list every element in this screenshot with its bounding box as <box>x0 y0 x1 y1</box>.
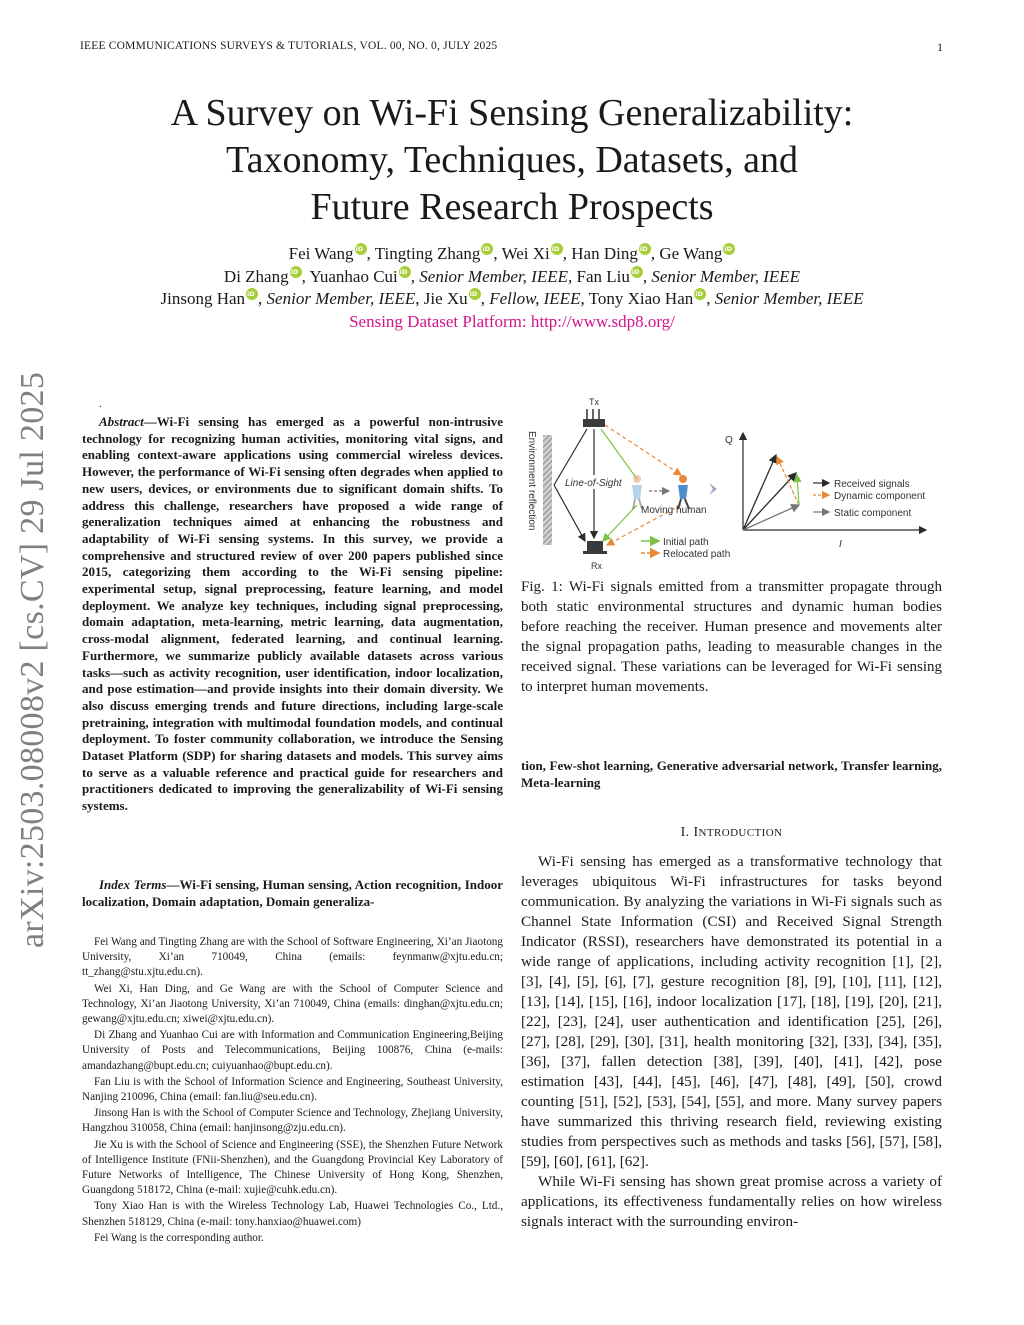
q-axis-label: Q <box>725 435 733 446</box>
footnote: Jinsong Han is with the School of Computer Science and Technology, Zhejiang University, Hangzhou 310058, China (email: hanjinsong@zju.edu.cn). <box>82 1107 503 1135</box>
author-role: Fellow, IEEE, <box>489 289 585 308</box>
legend-static-label: Static component <box>834 508 912 519</box>
paragraph: Wi-Fi sensing has emerged as a transformative technology that leverages ubiquitous Wi-Fi infrastructures for tasks beyond communication. By analyzing the variations in Wi-Fi signals such as Channel State Information (CSI) and Received Signal Strength Indicator (RSSI), researchers have demonstrated its potential in a wide range of applications, including activity recognition [1], [2], [3], [4], [5], [6], [7], gesture recognition [8], [9], [10], [11], [12], [13], [14], [15], [16], indoor localization [17], [18], [19], [20], [21], [22], [23], [24], user authentication and identification [25], [26], [27], [28], [29], [30], [31], health monitoring [32], [33], [34], [35], [36], [37], fallen detection [38], [39], [40], [41], [42], pose estimation [43], [44], [45], [46], [47], [48], [49], [50], crowd counting [51], [52], [53], [54], [55], and more. Many survey papers have summarized this thriving research field, reviewing existing studies from perspectives such as methods and tasks [56], [57], [58], [59], [60], [61], [62]. <box>521 853 942 1170</box>
footnote: Fan Liu is with the School of Information Science and Engineering, Southeast University, Nanjing 210096, China (email: fan.liu@seu.edu.cn). <box>82 1075 503 1104</box>
author-name: Jie Xu <box>423 289 468 308</box>
i-axis-label: I <box>839 539 842 550</box>
title-line: A Survey on Wi-Fi Sensing Generalizability: <box>170 92 854 134</box>
footnote: Tony Xiao Han is with the Wireless Technology Lab, Huawei Technologies Co., Ltd., Shenzhen 518129, China (e-mail: tony.hanxiao@huawei.com) <box>82 1200 503 1228</box>
human-moving-icon <box>678 475 689 509</box>
paper-title <box>60 90 964 231</box>
author-role: Senior Member, IEEE <box>651 266 801 286</box>
running-header: IEEE COMMUNICATIONS SURVEYS & TUTORIALS, VOL. 00, NO. 0, JULY 2025 <box>80 40 498 52</box>
human-initial-icon <box>632 475 642 509</box>
stray-dot: . <box>99 396 102 410</box>
environment-reflection-label: Environment reflection <box>526 431 537 531</box>
initial-path-label: Initial path <box>663 537 709 548</box>
initial-path-out <box>603 505 637 541</box>
section-number: I. <box>680 825 694 840</box>
author-role: Senior Member, IEEE <box>266 289 416 308</box>
author-name: Tingting Zhang <box>374 244 481 263</box>
figure-1 <box>521 395 942 575</box>
author-name: Jinsong Han <box>160 289 246 308</box>
orcid-icon[interactable] <box>551 243 563 255</box>
author-name: Ge Wang <box>659 244 723 263</box>
abstract <box>82 414 503 815</box>
legend-dynamic-label: Dynamic component <box>834 491 926 502</box>
wall-icon <box>543 435 552 545</box>
laptop-icon <box>583 541 607 554</box>
footnote: Wei Xi, Han Ding, and Ge Wang are with the School of Computer Science and Technology, Xi’an Jiaotong University, Xi’an 710049, China (emails: dinghan@xjtu.edu.cn; gewang@xjtu.edu.cn; xiwei@xjtu.edu.cn). <box>82 982 503 1026</box>
chevron-right-icon <box>709 483 717 495</box>
section-heading <box>521 825 942 841</box>
author-name: Wei Xi <box>501 244 550 263</box>
footnote: Fei Wang and Tingting Zhang are with the School of Software Engineering, Xi’an Jiaotong University, Xi’an 710049, China (emails: feynmanw@xjtu.edu.cn; tt_zhang@stu.xjtu.edu.cn). <box>82 936 503 979</box>
author-line-1: Fei WangiD , Tingting ZhangiD , Wei XiiD , Han DingiD , Ge WangiD <box>60 243 964 266</box>
orcid-icon[interactable] <box>694 288 706 300</box>
initial-path-in <box>601 429 637 479</box>
footnote: Jie Xu is with the School of Science and Engineering (SSE), the Shenzhen Future Network of Intelligence Institute (FNii-Shenzhen), and the Guangdong Provincial Key Laboratory of Future Networks of Intelligence, The Chinese University of Hong Kong, Shenzhen, Guangdong 518172, China (e-mail: xujie@cuhk.edu.cn). <box>82 1138 503 1197</box>
relocated-path-label: Relocated path <box>663 549 731 560</box>
arxiv-stamp: arXiv:2503.08008v2 [cs.CV] 29 Jul 2025 <box>14 371 51 948</box>
section-initial: I <box>693 825 699 840</box>
footnote: Fei Wang is the corresponding author. <box>94 1231 264 1244</box>
figure-caption: Fig. 1: Wi-Fi signals emitted from a transmitter propagate through both static environmental structures and dynamic human bodies before reaching the receiver. Human presence and movements alter the signal propagation paths, leading to measurable changes in the received signal. These variations can be leveraged for Wi-Fi sensing to interpret human movements. <box>521 579 942 695</box>
title-line: Taxonomy, Techniques, Datasets, and <box>226 139 798 181</box>
orcid-icon[interactable] <box>399 266 411 278</box>
legend-received-label: Received signals <box>834 479 910 490</box>
moving-human-label: Moving human <box>641 505 707 516</box>
orcid-icon[interactable] <box>631 266 643 278</box>
author-name: Yuanhao Cui <box>309 266 398 286</box>
wifi-propagation-diagram <box>521 395 942 575</box>
received-signal-vector <box>743 455 776 530</box>
router-icon <box>583 409 605 427</box>
abstract-label: Abstract <box>99 414 144 429</box>
index-terms-continuation: tion, Few-shot learning, Generative adversarial network, Transfer learning, Meta-learning <box>521 758 942 790</box>
orcid-icon[interactable] <box>246 288 258 300</box>
section-title-rest: NTRODUCTION <box>698 827 783 839</box>
author-name: Tony Xiao Han <box>588 289 694 308</box>
line-of-sight-label: Line-of-Sight <box>565 478 622 489</box>
orcid-icon[interactable] <box>469 288 481 300</box>
abstract-text: —Wi-Fi sensing has emerged as a powerful non-intrusive technology for recognizing human activities, monitoring vital signs, and enabling context-aware applications using commercial wireless devices. However, the performance of Wi-Fi sensing often degrades when applied to new users, devices, or environments due to significant domain shifts. To address this challenge, researchers have proposed a wide range of generalization techniques aimed at enhancing the robustness and adaptability of Wi-Fi sensing systems. In this survey, we provide a comprehensive and structured review of over 200 papers published since 2015, categorizing them according to the Wi-Fi sensing pipeline: experimental setup, signal preprocessing, feature learning, and model deployment. We analyze key techniques, including signal preprocessing, domain adaptation, meta-learning, metric learning, data augmentation, cross-modal alignment, federated learning, and continual learning. Furthermore, we summarize publicly available datasets across various tasks—such as activity recognition, user identification, indoor localization, and pose estimation—and provide insights into their domain diversity. We also discuss emerging trends and future directions, including large-scale pretraining, integration with multimodal foundation models, and continual deployment. To foster community collaboration, we introduce the Sensing Dataset Platform (SDP) for sharing datasets and models. This survey aims to serve as a valuable reference and practical guide for researchers and practitioners dedicated to improving the generalizability of Wi-Fi sensing systems. <box>82 414 503 814</box>
author-name: Fei Wang <box>288 244 354 263</box>
footnote: Di Zhang and Yuanhao Cui are with Information and Communication Engineering,Beijing University of Posts and Telecommunications, Beijing 100876, China (e-mails: amandazhang@bupt.edu.cn; cuiyuanhao@bupt.edu.cn). <box>82 1029 503 1072</box>
author-block <box>60 243 964 333</box>
author-line-2: Di ZhangiD , Yuanhao CuiiD , Senior Member, IEEE, Fan LiuiD , Senior Member, IEEE <box>60 266 964 289</box>
author-name: Han Ding <box>571 244 638 263</box>
author-name: Di Zhang <box>223 266 289 286</box>
orcid-icon[interactable] <box>481 243 493 255</box>
introduction-body <box>521 852 942 1232</box>
index-terms-label: Index Terms <box>99 877 167 892</box>
static-component-vector <box>743 505 799 530</box>
orcid-icon[interactable] <box>723 243 735 255</box>
author-role: Senior Member, IEEE, <box>419 266 573 286</box>
title-line: Future Research Prospects <box>310 186 714 228</box>
tx-label: Tx <box>589 397 599 407</box>
dataset-platform-link[interactable]: Sensing Dataset Platform: http://www.sdp8.org/ <box>349 311 675 331</box>
reflection-path-out <box>554 485 585 541</box>
author-role: Senior Member, IEEE <box>714 289 864 308</box>
paragraph: While Wi-Fi sensing has shown great promise across a variety of applications, its effectiveness fundamentally relies on how wireless signals interact with the surrounding environ- <box>521 1173 942 1230</box>
orcid-icon[interactable] <box>355 243 367 255</box>
orcid-icon[interactable] <box>639 243 651 255</box>
index-terms <box>82 877 503 910</box>
dynamic-component-vector <box>797 475 799 505</box>
page-number: 1 <box>937 40 943 54</box>
author-line-3: Jinsong HaniD , Senior Member, IEEE, Jie XuiD , Fellow, IEEE, Tony Xiao HaniD , Senior Member, IEEE <box>60 288 964 311</box>
index-terms-text: —Wi-Fi sensing, Human sensing, Action recognition, Indoor localization, Domain adaptation, Domain generaliza- <box>82 877 503 909</box>
rx-label: Rx <box>591 561 602 571</box>
author-name: Fan Liu <box>576 266 630 286</box>
dynamic-component-vector <box>777 457 799 505</box>
orcid-icon[interactable] <box>290 266 302 278</box>
affiliation-footnotes <box>82 935 503 1247</box>
